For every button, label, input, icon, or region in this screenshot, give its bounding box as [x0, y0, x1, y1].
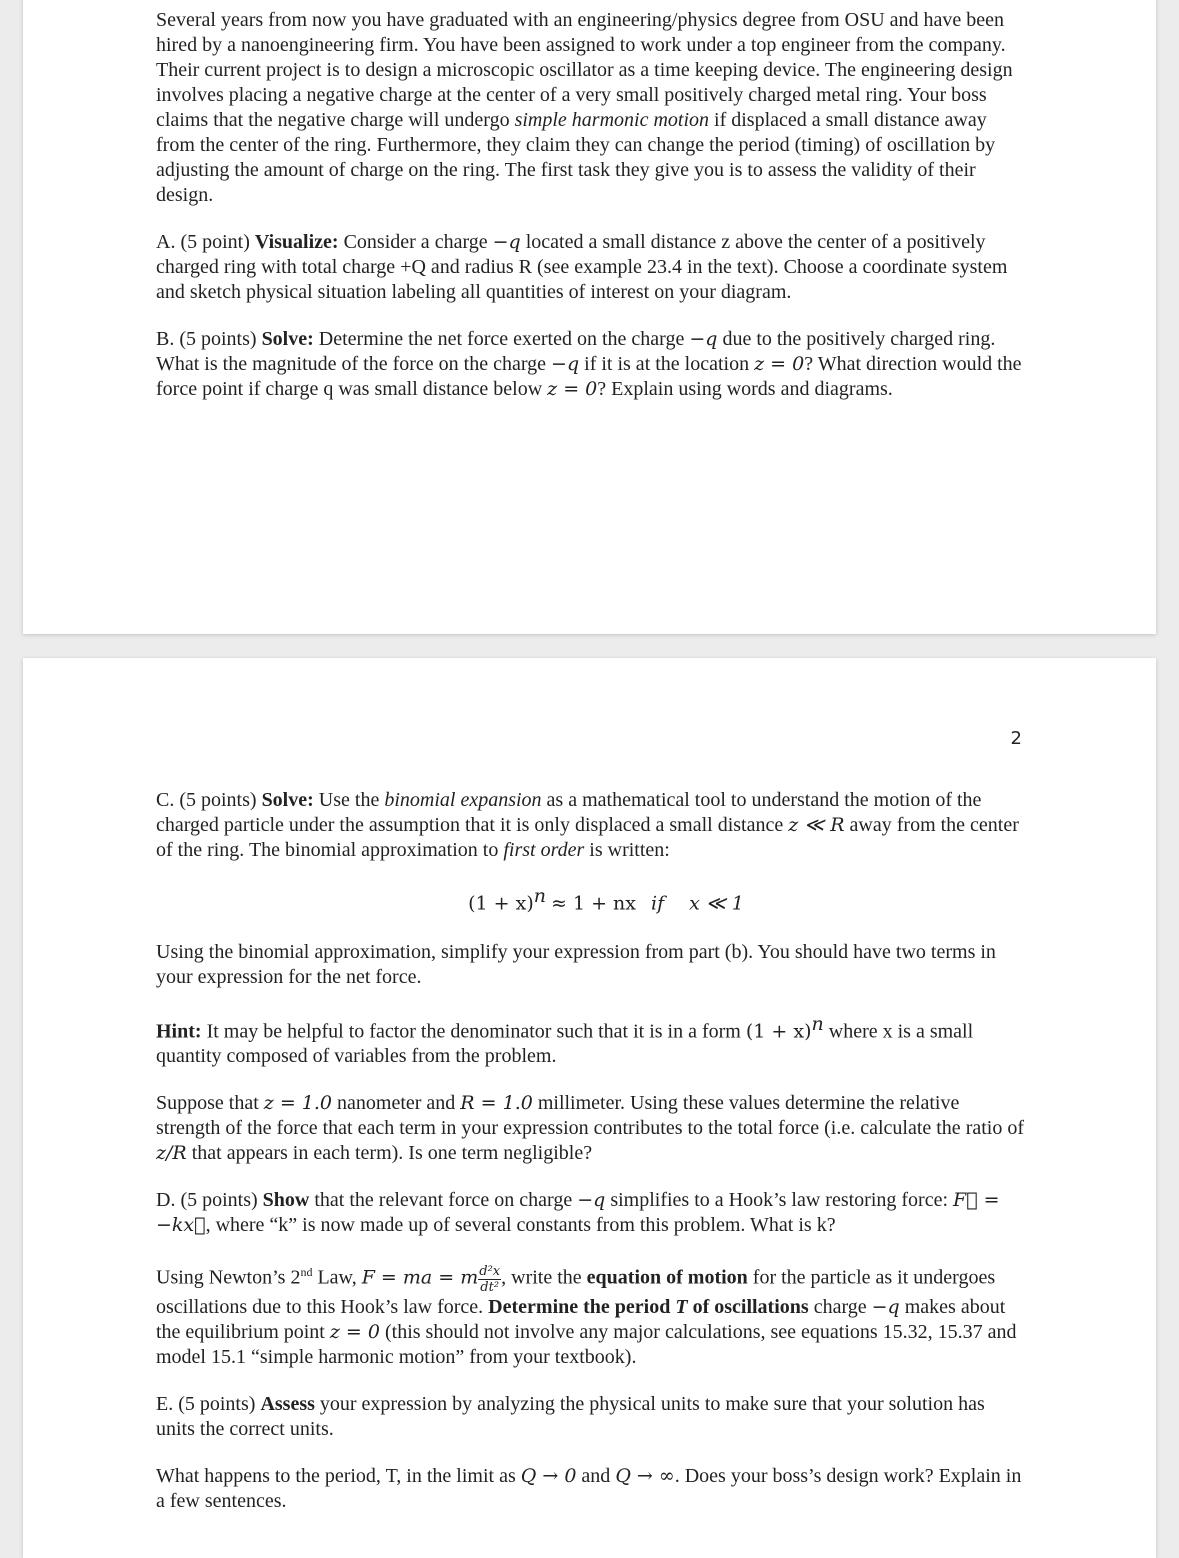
p-d2-text-2: Law,: [317, 1266, 357, 1289]
page-1-content: [156, 8, 1026, 424]
part-b-text: Determine the net force exerted on the charge: [318, 328, 685, 350]
equation-condition: x ≪ 1: [689, 892, 744, 915]
page-2-content: [156, 788, 1026, 1536]
part-b-text-4: ? What direction would the force point if charge q was small distance below: [156, 353, 1022, 400]
hint-text-2: where x is a small quantity composed of variables from the problem.: [156, 1020, 974, 1068]
determine-period-bold: Determine the period: [488, 1295, 671, 1318]
p4-math-3: z/R: [156, 1142, 187, 1165]
part-c-text-4: is written:: [589, 839, 670, 861]
part-a-keyword: Visualize:: [254, 231, 339, 253]
superscript-nd: nd: [300, 1265, 313, 1280]
part-c-text: Use the: [318, 789, 380, 811]
fraction-numerator: d²x: [479, 1263, 501, 1279]
part-c-emphasis-1: binomial expansion: [384, 789, 542, 811]
p-d2-text-6: makes about the equilibrium point: [156, 1295, 1006, 1343]
intro-text: Several years from now you have graduated with an engineering/physics degree from OSU and have been hired by a nanoengineering firm. You have been assigned to work under a top engineer from the company. Their current project is to design a microscopic oscillator as a time keeping device. The engineering design involves placing a negative charge at the center of a very small positively charged metal ring. Your boss claims that the negative charge will undergo: [156, 9, 1013, 131]
part-b-text-3: if it is at the location: [584, 353, 750, 375]
intro-emphasis: simple harmonic motion: [514, 109, 710, 131]
part-d-label: D. (5 points): [156, 1189, 258, 1212]
document-page-2: [23, 658, 1156, 1558]
equation-of-motion-bold: equation of motion: [586, 1266, 748, 1289]
part-d-paragraph-2: [156, 1260, 1026, 1370]
hint-text: It may be helpful to factor the denominator such that it is in a form: [206, 1020, 741, 1043]
hint-paragraph: [156, 1012, 1026, 1070]
part-c-paragraph-4: [156, 1091, 1026, 1166]
p-d2-text-3: , write the: [501, 1266, 582, 1289]
part-c-label: C. (5 points): [156, 789, 257, 811]
part-e-label: E. (5 points): [156, 1392, 256, 1415]
p4-math-1: z = 1.0: [263, 1092, 333, 1115]
p-e2-math-1: Q → 0: [520, 1464, 577, 1487]
part-b-text-5: ? Explain using words and diagrams.: [597, 378, 893, 400]
part-c-paragraph-2: Using the binomial approximation, simplify your expression from part (b). You should have two terms in your expression for the net force.: [156, 940, 996, 988]
p4-text-2: nanometer and: [337, 1092, 456, 1115]
part-e-paragraph: [156, 1392, 1026, 1442]
part-d-keyword: Show: [262, 1189, 310, 1212]
part-b-math-1: −q: [689, 328, 718, 350]
part-b-label: B. (5 points): [156, 328, 257, 350]
part-d-text: that the relevant force on charge: [314, 1189, 573, 1212]
hint-exponent: n: [811, 1012, 824, 1035]
part-e-text: your expression by analyzing the physical units to make sure that your solution has units the correct units.: [156, 1392, 985, 1440]
part-b-math-3: z = 0: [754, 353, 805, 375]
part-b-keyword: Solve:: [261, 328, 314, 350]
part-a-label: A. (5 point): [156, 231, 250, 253]
part-a-paragraph: [156, 230, 1026, 305]
of-oscillations-bold: of oscillations: [692, 1295, 809, 1318]
p4-text-4: that appears in each term). Is one term negligible?: [191, 1142, 593, 1165]
p-d2-text-7: (this should not involve any major calculations, see equations 15.32, 15.37 and model 15.1 “simple harmonic motion” from your textbook).: [156, 1320, 1017, 1368]
p-d2-math-2: −q: [871, 1295, 900, 1318]
part-d-paragraph: [156, 1188, 1026, 1238]
part-c-text-3: away from the center of the ring. The binomial approximation to: [156, 814, 1019, 861]
part-c-text-2: as a mathematical tool to understand the motion of the charged particle under the assumption that it is only displaced a small distance: [156, 789, 982, 836]
binomial-equation: [156, 885, 1026, 916]
part-c-paragraph: [156, 788, 1026, 863]
part-d-text-2: simplifies to a Hook’s law restoring force:: [610, 1189, 949, 1212]
part-b-paragraph: [156, 327, 1026, 402]
part-a-text-2: located a small distance z above the center of a positively charged ring with total charge +Q and radius R (see example 23.4 in the text). Choose a coordinate system and sketch physical situation labeling all quantities of interest on your diagram.: [156, 231, 1008, 303]
part-b-text-2: due to the positively charged ring. What is the magnitude of the force on the charge: [156, 328, 996, 375]
equation-exponent: n: [533, 885, 546, 907]
part-e-keyword: Assess: [260, 1392, 315, 1415]
equation-if: if: [651, 892, 665, 915]
p-e2-text: What happens to the period, T, in the limit as: [156, 1464, 516, 1487]
fraction-denominator: dt²: [480, 1279, 500, 1295]
page-number: 2: [1010, 728, 1022, 749]
p-e2-text-2: and: [581, 1464, 611, 1487]
part-d-math-1: −q: [577, 1189, 606, 1212]
p4-text: Suppose that: [156, 1092, 259, 1115]
part-c-keyword: Solve:: [261, 789, 314, 811]
hint-math: (1 + x): [745, 1020, 812, 1043]
period-symbol: T: [675, 1295, 688, 1318]
p4-math-2: R = 1.0: [460, 1092, 533, 1115]
hint-label: Hint:: [156, 1020, 202, 1043]
part-a-math: −q: [492, 231, 521, 253]
part-c-math: z ≪ R: [788, 814, 845, 836]
document-page-1: [23, 0, 1156, 634]
intro-paragraph: [156, 8, 1026, 208]
p-d2-text: Using Newton’s 2: [156, 1266, 301, 1289]
p-e2-text-3: . Does your boss’s design work? Explain in a few sentences.: [156, 1464, 1022, 1512]
p-e2-math-2: Q → ∞: [615, 1464, 675, 1487]
equation-lhs: (1 + x): [468, 892, 534, 915]
p-d2-math-3: z = 0: [329, 1320, 380, 1343]
hookes-law-equation: F⃗ = −kx⃗: [156, 1189, 1000, 1237]
p-d2-text-4: for the particle as it undergoes oscillations due to this Hook’s law force.: [156, 1266, 996, 1318]
part-c-emphasis-2: first order: [503, 839, 585, 861]
second-derivative-fraction: [478, 1264, 501, 1295]
part-b-math-2: −q: [551, 353, 580, 375]
p-d2-text-5: charge: [813, 1295, 867, 1318]
intro-text-end: if displaced a small distance away from the center of the ring. Furthermore, they claim they can change the period (timing) of oscillation by adjusting the amount of charge on the ring. The first task they give you is to assess the validity of their design.: [156, 109, 996, 206]
part-a-text: Consider a charge: [343, 231, 488, 253]
equation-rhs: ≈ 1 + nx: [551, 892, 636, 915]
part-b-math-4: z = 0: [547, 378, 598, 400]
part-e-paragraph-2: [156, 1464, 1026, 1514]
p4-text-3: millimeter. Using these values determine the relative strength of the force that each term in your expression contributes to the total force (i.e. calculate the ratio of: [156, 1092, 1024, 1140]
part-d-text-3: , where “k” is now made up of several constants from this problem. What is k?: [205, 1214, 836, 1237]
newton-law-equation: F = ma = m: [361, 1266, 479, 1289]
